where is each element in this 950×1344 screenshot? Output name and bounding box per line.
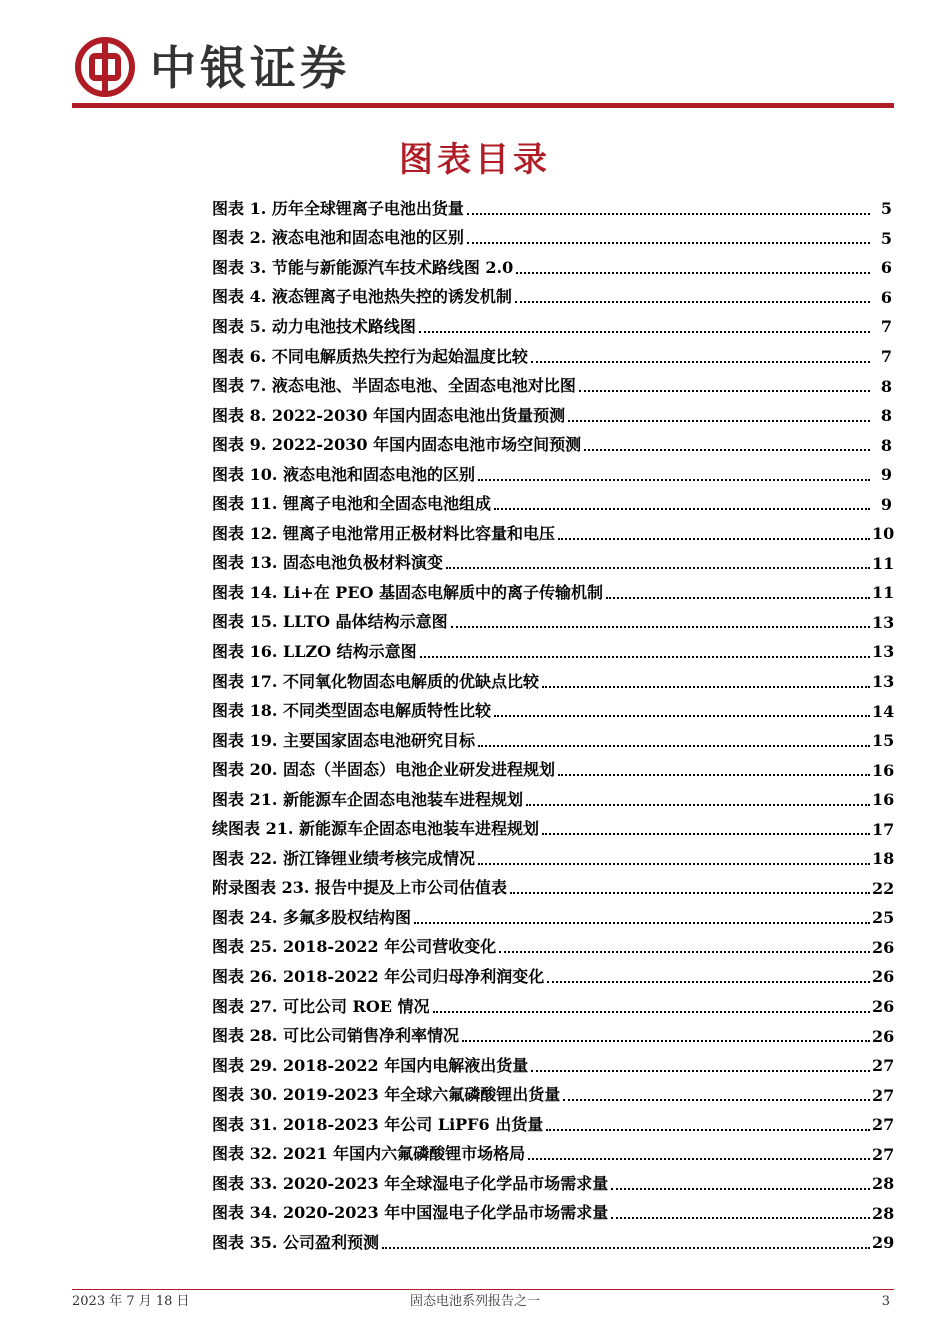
toc-leader-dots — [433, 1011, 870, 1013]
toc-entry-label: 图表 24. 多氟多股权结构图 — [212, 907, 411, 927]
toc-entry-page: 14 — [872, 701, 895, 721]
toc-entry-page: 13 — [872, 612, 895, 632]
toc-entry[interactable] — [212, 992, 895, 1022]
toc-entry[interactable] — [212, 814, 895, 844]
toc-entry[interactable] — [212, 312, 892, 342]
toc-entry-label: 图表 35. 公司盈利预测 — [212, 1232, 379, 1252]
toc-leader-dots — [563, 1099, 870, 1101]
toc-entry-label: 图表 33. 2020-2023 年全球湿电子化学品市场需求量 — [212, 1173, 609, 1193]
toc-leader-dots — [414, 922, 870, 924]
toc-entry-page: 8 — [880, 376, 892, 396]
toc-leader-dots — [382, 1247, 870, 1249]
toc-leader-dots — [478, 745, 870, 747]
toc-entry[interactable] — [212, 1021, 895, 1051]
toc-entry-page: 9 — [880, 465, 892, 485]
toc-entry-label: 图表 17. 不同氧化物固态电解质的优缺点比较 — [212, 671, 539, 691]
toc-leader-dots — [558, 774, 870, 776]
toc-leader-dots — [611, 1188, 870, 1190]
toc-entry-label: 图表 5. 动力电池技术路线图 — [212, 316, 416, 336]
toc-entry[interactable] — [212, 785, 895, 815]
toc-leader-dots — [584, 449, 870, 451]
toc-entry-label: 图表 34. 2020-2023 年中国湿电子化学品市场需求量 — [212, 1203, 609, 1223]
toc-entry[interactable] — [212, 1228, 895, 1258]
toc-entry[interactable] — [212, 696, 895, 726]
toc-entry[interactable] — [212, 549, 895, 579]
footer-page-number: 3 — [881, 1294, 890, 1309]
toc-leader-dots — [611, 1217, 870, 1219]
toc-entry-page: 26 — [872, 937, 895, 957]
toc-entry-label: 图表 11. 锂离子电池和全固态电池组成 — [212, 494, 491, 514]
toc-entry-page: 27 — [872, 1144, 895, 1164]
toc-entry-page: 15 — [872, 731, 895, 751]
toc-entry-label: 图表 13. 固态电池负极材料演变 — [212, 553, 443, 573]
toc-entry-label: 图表 19. 主要国家固态电池研究目标 — [212, 730, 475, 750]
toc-entry-page: 11 — [872, 553, 895, 573]
toc-entry-label: 图表 31. 2018-2023 年公司 LiPF6 出货量 — [212, 1114, 544, 1134]
toc-leader-dots — [526, 804, 870, 806]
toc-leader-dots — [606, 597, 870, 599]
toc-entry[interactable] — [212, 933, 895, 963]
toc-leader-dots — [419, 331, 870, 333]
toc-entry-page: 8 — [880, 406, 892, 426]
footer-divider — [72, 1289, 894, 1290]
toc-entry-page: 7 — [880, 347, 892, 366]
toc-entry-label: 图表 15. LLTO 晶体结构示意图 — [212, 612, 448, 632]
toc-entry-page: 6 — [880, 258, 892, 278]
toc-leader-dots — [478, 863, 870, 865]
toc-leader-dots — [494, 715, 870, 717]
toc-leader-dots — [579, 390, 870, 392]
toc-entry[interactable] — [212, 578, 895, 608]
bank-of-china-logo-icon — [74, 36, 136, 98]
toc-entry-page: 26 — [872, 997, 895, 1017]
toc-entry[interactable] — [212, 1140, 895, 1170]
toc-leader-dots — [499, 951, 870, 953]
toc-entry-label: 图表 10. 液态电池和固态电池的区别 — [212, 464, 475, 484]
toc-entry[interactable] — [212, 342, 892, 372]
toc-leader-dots — [546, 1129, 870, 1131]
toc-entry-page: 5 — [880, 228, 892, 248]
toc-entry[interactable] — [212, 253, 892, 283]
toc-entry[interactable] — [212, 844, 895, 874]
toc-entry[interactable] — [212, 430, 892, 460]
toc-entry[interactable] — [212, 903, 895, 933]
toc-entry-label: 图表 12. 锂离子电池常用正极材料比容量和电压 — [212, 523, 555, 543]
toc-leader-dots — [547, 981, 870, 983]
toc-entry[interactable] — [212, 460, 892, 490]
toc-entry-page: 16 — [872, 790, 895, 810]
toc-leader-dots — [451, 626, 870, 628]
toc-entry-label: 图表 20. 固态（半固态）电池企业研发进程规划 — [212, 760, 555, 780]
toc-entry-page: 27 — [872, 1056, 895, 1076]
toc-entry[interactable] — [212, 194, 892, 224]
toc-leader-dots — [510, 892, 870, 894]
toc-leader-dots — [462, 1040, 870, 1042]
toc-entry[interactable] — [212, 519, 895, 549]
toc-entry-label: 图表 26. 2018-2022 年公司归母净利润变化 — [212, 966, 545, 986]
toc-entry[interactable] — [212, 283, 892, 313]
toc-entry-page: 17 — [872, 819, 895, 839]
toc-entry-label: 图表 27. 可比公司 ROE 情况 — [212, 996, 430, 1016]
toc-entry-page: 18 — [872, 849, 895, 869]
toc-entry[interactable] — [212, 637, 895, 667]
toc-entry-label: 图表 2. 液态电池和固态电池的区别 — [212, 228, 464, 248]
toc-list — [212, 194, 895, 1258]
toc-entry-page: 10 — [872, 524, 895, 544]
toc-leader-dots — [528, 1158, 870, 1160]
footer-report-title: 固态电池系列报告之一 — [409, 1294, 540, 1309]
toc-entry[interactable] — [212, 1051, 895, 1081]
toc-entry[interactable] — [212, 726, 895, 756]
toc-entry[interactable] — [212, 962, 895, 992]
header-divider — [72, 103, 894, 108]
toc-entry-label: 图表 25. 2018-2022 年公司营收变化 — [212, 937, 497, 957]
toc-entry[interactable] — [212, 1199, 895, 1229]
toc-entry-label: 图表 28. 可比公司销售净利率情况 — [212, 1026, 459, 1046]
toc-entry-page: 5 — [880, 199, 892, 219]
toc-leader-dots — [467, 213, 870, 215]
toc-entry-label: 图表 16. LLZO 结构示意图 — [212, 641, 417, 661]
toc-entry-label: 图表 18. 不同类型固态电解质特性比较 — [212, 701, 491, 721]
toc-entry-page: 25 — [872, 908, 895, 928]
toc-entry-label: 图表 9. 2022-2030 年国内固态电池市场空间预测 — [212, 435, 582, 455]
toc-entry[interactable] — [212, 224, 892, 254]
toc-entry-label: 图表 8. 2022-2030 年国内固态电池出货量预测 — [212, 405, 566, 425]
toc-entry[interactable] — [212, 489, 892, 519]
toc-leader-dots — [478, 479, 870, 481]
toc-leader-dots — [542, 686, 870, 688]
toc-entry-page: 26 — [872, 1026, 895, 1046]
toc-entry-label: 图表 1. 历年全球锂离子电池出货量 — [212, 198, 464, 218]
toc-entry[interactable] — [212, 371, 892, 401]
toc-leader-dots — [515, 301, 870, 303]
toc-entry-page: 27 — [872, 1115, 895, 1135]
toc-entry-label: 图表 22. 浙江锋锂业绩考核完成情况 — [212, 848, 475, 868]
toc-entry[interactable] — [212, 1169, 895, 1199]
toc-entry[interactable] — [212, 401, 892, 431]
toc-leader-dots — [558, 538, 870, 540]
toc-entry-page: 13 — [872, 642, 895, 662]
toc-entry-label: 图表 4. 液态锂离子电池热失控的诱发机制 — [212, 287, 512, 307]
toc-entry-page: 9 — [880, 494, 892, 514]
toc-entry-page: 27 — [872, 1085, 895, 1105]
toc-entry-label: 图表 32. 2021 年国内六氟磷酸锂市场格局 — [212, 1144, 526, 1164]
page-header — [72, 34, 894, 104]
toc-entry[interactable] — [212, 755, 895, 785]
toc-entry-page: 16 — [872, 760, 895, 780]
toc-entry[interactable] — [212, 1080, 895, 1110]
toc-entry[interactable] — [212, 608, 895, 638]
toc-entry[interactable] — [212, 667, 895, 697]
toc-leader-dots — [531, 1070, 870, 1072]
toc-entry-label: 图表 14. Li+在 PEO 基固态电解质中的离子传输机制 — [212, 582, 604, 602]
toc-entry[interactable] — [212, 874, 895, 904]
brand-name: 中银证券 — [150, 41, 350, 95]
footer-date: 2023 年 7 月 18 日 — [72, 1294, 190, 1309]
toc-entry-page: 8 — [880, 435, 892, 455]
toc-entry[interactable] — [212, 1110, 895, 1140]
toc-entry-label: 图表 30. 2019-2023 年全球六氟磷酸锂出货量 — [212, 1085, 561, 1105]
toc-entry-page: 26 — [872, 967, 895, 987]
toc-leader-dots — [542, 833, 870, 835]
toc-entry-label: 图表 3. 节能与新能源汽车技术路线图 2.0 — [212, 257, 514, 277]
toc-entry-label: 附录图表 23. 报告中提及上市公司估值表 — [212, 878, 507, 898]
toc-entry-page: 29 — [872, 1233, 895, 1253]
toc-leader-dots — [568, 420, 870, 422]
toc-entry-label: 图表 6. 不同电解质热失控行为起始温度比较 — [212, 346, 528, 366]
toc-leader-dots — [494, 508, 870, 510]
toc-leader-dots — [531, 361, 870, 363]
toc-entry-label: 续图表 21. 新能源车企固态电池装车进程规划 — [212, 819, 539, 839]
toc-leader-dots — [420, 656, 870, 658]
toc-entry-label: 图表 7. 液态电池、半固态电池、全固态电池对比图 — [212, 376, 576, 396]
toc-leader-dots — [467, 242, 870, 244]
toc-entry-page: 13 — [872, 672, 895, 692]
toc-leader-dots — [446, 567, 870, 569]
toc-entry-page: 22 — [872, 878, 895, 898]
toc-entry-page: 11 — [872, 583, 895, 603]
toc-entry-page: 6 — [880, 287, 892, 307]
toc-entry-page: 7 — [880, 317, 892, 337]
toc-leader-dots — [516, 272, 870, 274]
toc-entry-label: 图表 29. 2018-2022 年国内电解液出货量 — [212, 1055, 529, 1075]
toc-title: 图表目录 — [399, 140, 551, 180]
toc-entry-page: 28 — [872, 1203, 895, 1223]
toc-entry-page: 28 — [872, 1174, 895, 1194]
toc-entry-label: 图表 21. 新能源车企固态电池装车进程规划 — [212, 789, 523, 809]
